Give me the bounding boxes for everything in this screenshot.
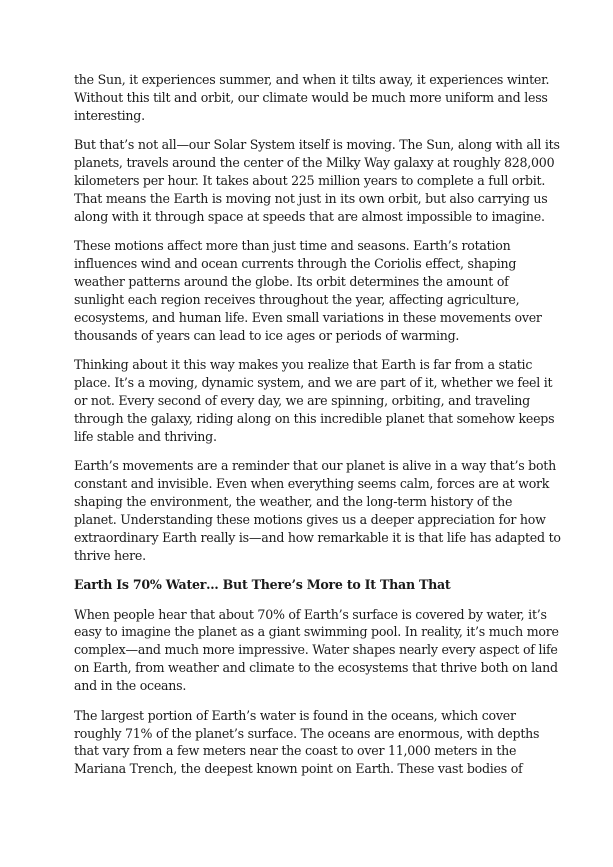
text-line: ecosystems, and human life. Even small variations in these movements over bbox=[74, 309, 542, 325]
text-line: These motions affect more than just time and seasons. Earth’s rotation bbox=[74, 238, 511, 254]
text-line: influences wind and ocean currents through the Coriolis effect, shaping bbox=[74, 256, 517, 272]
text-line: interesting. bbox=[74, 107, 145, 123]
paragraph-earth-tilt bbox=[74, 71, 550, 125]
text-line: the Sun, it experiences summer, and when it tilts away, it experiences winter. bbox=[74, 72, 550, 87]
text-line: life stable and thriving. bbox=[74, 428, 217, 444]
section-heading bbox=[74, 576, 546, 594]
text-line: that vary from a few meters near the coast to over 11,000 meters in the bbox=[74, 743, 517, 759]
paragraph-solar-system-motion bbox=[74, 136, 560, 226]
text-line: Without this tilt and orbit, our climate would be much more uniform and less bbox=[74, 89, 548, 105]
text-line: kilometers per hour. It takes about 225 million years to complete a full orbit. bbox=[74, 173, 546, 189]
text-line: extraordinary Earth really is—and how remarkable it is that life has adapted to bbox=[74, 529, 561, 545]
text-line: The largest portion of Earth’s water is found in the oceans, which cover bbox=[74, 707, 516, 723]
text-line: thrive here. bbox=[74, 547, 146, 563]
paragraph-oceans bbox=[74, 707, 546, 779]
text-line: or not. Every second of every day, we are spinning, orbiting, and traveling bbox=[74, 393, 530, 408]
text-line: through the galaxy, riding along on this incredible planet that somehow keeps bbox=[74, 410, 555, 426]
text-line: on Earth, from weather and climate to the ecosystems that thrive both on land bbox=[74, 660, 558, 676]
paragraph-water-intro bbox=[74, 606, 559, 696]
text-line: planets, travels around the center of the Milky Way galaxy at roughly 828,000 bbox=[74, 155, 555, 171]
text-line: Thinking about it this way makes you realize that Earth is far from a static bbox=[74, 357, 533, 373]
text-line: roughly 71% of the planet’s surface. The oceans are enormous, with depths bbox=[74, 725, 540, 741]
text-line: When people hear that about 70% of Earth’s surface is covered by water, it’s bbox=[74, 606, 547, 622]
text-line: But that’s not all—our Solar System itself is moving. The Sun, along with all its bbox=[74, 137, 560, 153]
text-line: Earth’s movements are a reminder that our planet is alive in a way that’s both bbox=[74, 458, 556, 474]
paragraph-earth-movements bbox=[74, 457, 561, 564]
text-line: shaping the environment, the weather, and the long-term history of the bbox=[74, 494, 513, 510]
text-line: thousands of years can lead to ice ages or periods of warming. bbox=[74, 327, 460, 343]
text-line: along with it through space at speeds that are almost impossible to imagine. bbox=[74, 208, 545, 224]
text-line: constant and invisible. Even when everything seems calm, forces are at work bbox=[74, 476, 550, 492]
paragraph-motion-effects bbox=[74, 237, 546, 344]
text-line: complex—and much more impressive. Water shapes nearly every aspect of life bbox=[74, 642, 558, 658]
text-line: planet. Understanding these motions gives us a deeper appreciation for how bbox=[74, 511, 546, 527]
text-line: weather patterns around the globe. Its orbit determines the amount of bbox=[74, 274, 509, 290]
paragraph-dynamic-system bbox=[74, 356, 555, 446]
text-line: place. It’s a moving, dynamic system, and we are part of it, whether we feel it bbox=[74, 375, 553, 391]
text-line: Mariana Trench, the deepest known point on Earth. These vast bodies of bbox=[74, 761, 523, 777]
text-line: and in the oceans. bbox=[74, 678, 187, 694]
heading-text: Earth Is 70% Water… But There’s More to It Than That bbox=[74, 577, 451, 593]
document-page bbox=[74, 71, 561, 790]
text-line: That means the Earth is moving not just in its own orbit, but also carrying us bbox=[74, 190, 548, 206]
text-line: easy to imagine the planet as a giant swimming pool. In reality, it’s much more bbox=[74, 624, 559, 640]
text-line: sunlight each region receives throughout the year, affecting agriculture, bbox=[74, 291, 520, 307]
